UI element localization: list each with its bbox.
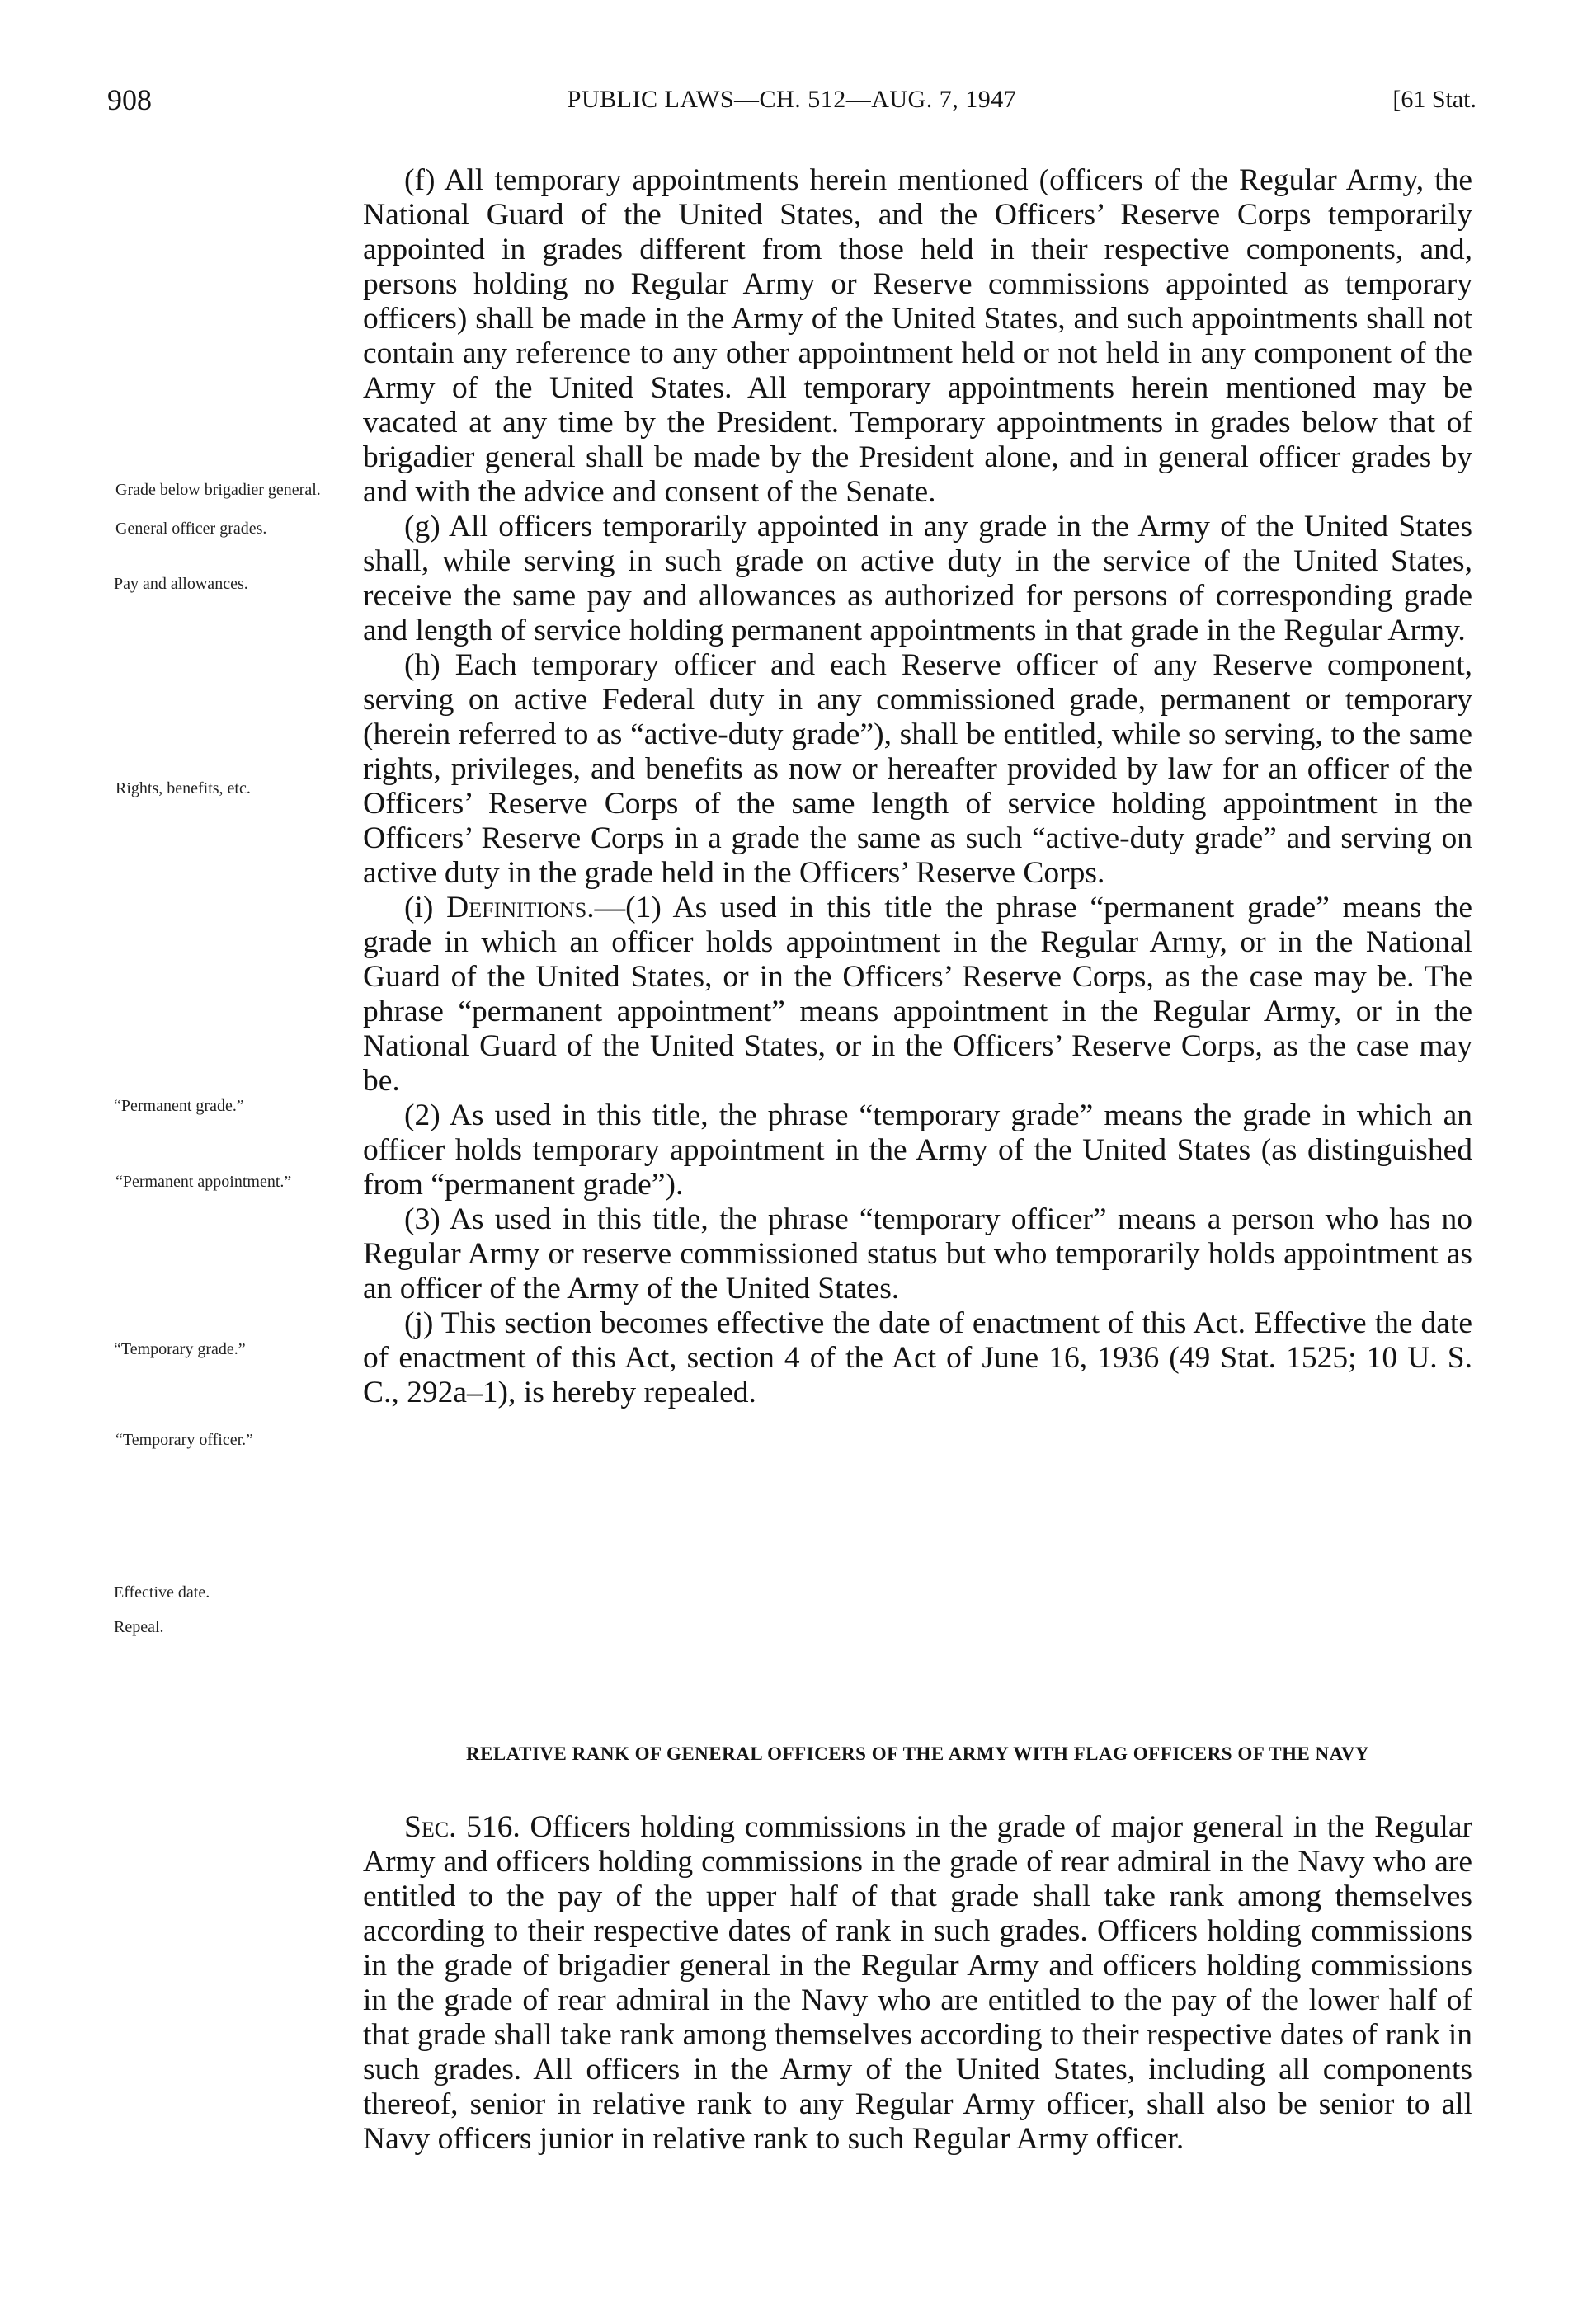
paragraph-i-2: (2) As used in this title, the phrase “temporary grade” means the grade in which an officer holds temporary appointment in the Army of the United States (as distinguished from “permanent grade”). bbox=[363, 1098, 1472, 1202]
margin-note-rights-benefits: Rights, benefits, etc. bbox=[115, 779, 251, 797]
section-516-label: Sec. 516. bbox=[404, 1810, 520, 1844]
margin-note-repeal: Repeal. bbox=[114, 1618, 164, 1636]
definitions-caption: Definitions. bbox=[446, 891, 595, 924]
paragraph-i-1 bbox=[363, 891, 1472, 1098]
statute-body bbox=[363, 163, 1472, 1410]
margin-note-general-officer: General officer grades. bbox=[115, 520, 267, 538]
page-header bbox=[107, 82, 1476, 124]
statute-reference: [61 Stat. bbox=[1392, 86, 1476, 113]
margin-note-effective-date: Effective date. bbox=[114, 1583, 210, 1602]
section-heading: RELATIVE RANK OF GENERAL OFFICERS OF THE ARMY WITH FLAG OFFICERS OF THE NAVY bbox=[465, 1743, 1370, 1764]
running-title: PUBLIC LAWS—CH. 512—AUG. 7, 1947 bbox=[567, 86, 1017, 113]
page-number: 908 bbox=[107, 83, 152, 116]
paragraph-i-3: (3) As used in this title, the phrase “temporary officer” means a person who has no Regular Army or reserve commissioned status but who temporarily holds appointment as an officer of the Army of the United States. bbox=[363, 1202, 1472, 1305]
section-516-paragraph bbox=[363, 1810, 1472, 2157]
paragraph-i-prefix: (i) bbox=[404, 891, 434, 924]
paragraph-i-1-text: —(1) As used in this title the phrase “permanent grade” means the grade in which an officer holds appointment in the Regular Army, or in the National Guard of the United States, or in the Officers’ Reserve Corps, as the case may be. The phrase “permanent appointment” means appointment in the Regular Army, or in the National Guard of the United States, or in the Officers’ Reserve Corps, as the case may be. bbox=[363, 891, 1473, 1098]
paragraph-f: (f) All temporary appointments herein mentioned (officers of the Regular Army, the National Guard of the United States, and the Officers’ Reserve Corps temporarily appointed in grades different from those held in their respective components, and, persons holding no Regular Army or Reserve commissions appointed as temporary officers) shall be made in the Army of the United States, and such appointments shall not contain any reference to any other appointment held or not held in any component of the Army of the United States. All temporary appointments herein mentioned may be vacated at any time by the President. Temporary appointments in grades below that of brigadier general shall be made by the President alone, and in general officer grades by and with the advice and consent of the Senate. bbox=[363, 163, 1472, 509]
margin-note-permanent-grade: “Permanent grade.” bbox=[114, 1097, 244, 1115]
margin-note-temporary-officer: “Temporary officer.” bbox=[115, 1431, 254, 1449]
paragraph-h: (h) Each temporary officer and each Reserve officer of any Reserve component, serving on active Federal duty in any commissioned grade, permanent or temporary (herein referred to as “active-duty grade”), shall be entitled, while so serving, to the same rights, privileges, and benefits as now or hereafter provided by law for an officer of the Officers’ Reserve Corps of the same length of service holding appointment in the Officers’ Reserve Corps in a grade the same as such “active-duty grade” and serving on active duty in the grade held in the Officers’ Reserve Corps. bbox=[363, 648, 1472, 890]
margin-note-grade-below: Grade below brigadier general. bbox=[115, 481, 321, 499]
margin-note-pay-allowances: Pay and allowances. bbox=[114, 575, 248, 593]
paragraph-j: (j) This section becomes effective the date of enactment of this Act. Effective the date of enactment of this Act, section 4 of the Act of June 16, 1936 (49 Stat. 1525; 10 U. S. C., 292a–1), is hereby repealed. bbox=[363, 1306, 1472, 1409]
section-516 bbox=[363, 1810, 1472, 2157]
section-516-text: Officers holding commissions in the grade of major general in the Regular Army and officers holding commissions in the grade of rear admiral in the Navy who are entitled to the pay of the upper half of that grade shall take rank among themselves according to their respective dates of rank in such grades. Officers holding commissions in the grade of brigadier general in the Regular Army and officers holding commissions in the grade of rear admiral in the Navy who are entitled to the pay of the lower half of that grade shall take rank among themselves according to their respective dates of rank in such grades. All officers in the Army of the United States, including all components thereof, senior in relative rank to any Regular Army officer, shall also be senior to all Navy officers junior in relative rank to such Regular Army officer. bbox=[363, 1810, 1472, 2156]
margin-note-temporary-grade: “Temporary grade.” bbox=[114, 1340, 246, 1358]
paragraph-g: (g) All officers temporarily appointed in any grade in the Army of the United States shall, while serving in such grade on active duty in the service of the United States, receive the same pay and allowances as authorized for persons of corresponding grade and length of service holding permanent appointments in that grade in the Regular Army. bbox=[363, 510, 1472, 647]
margin-note-permanent-appointment: “Permanent appointment.” bbox=[115, 1173, 292, 1191]
